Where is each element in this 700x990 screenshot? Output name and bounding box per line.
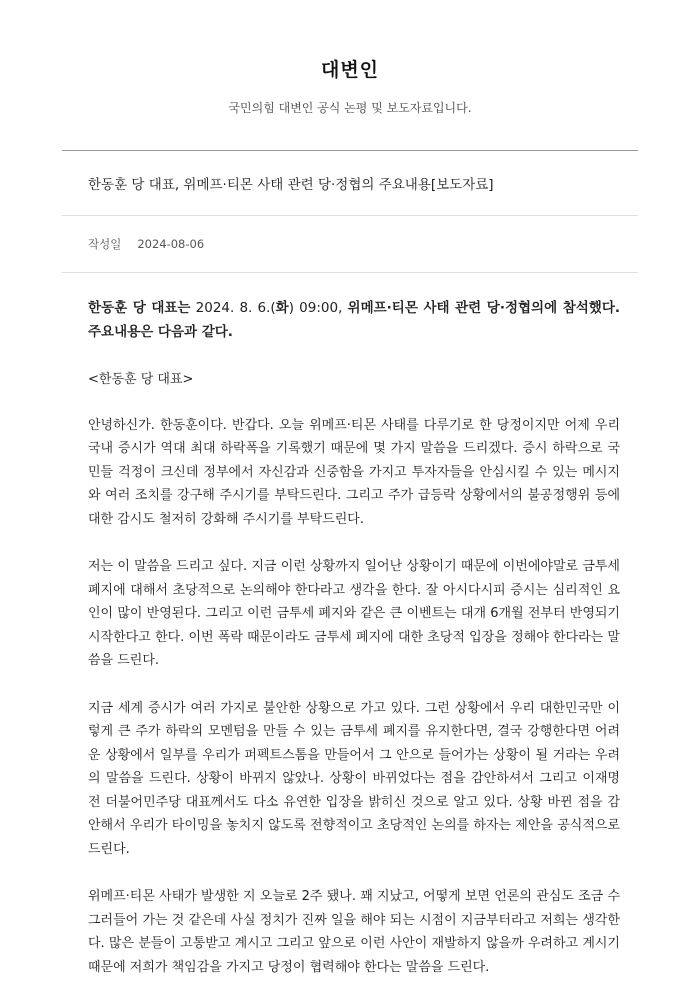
lead-normal: 2024. 8. 6.(	[190, 300, 276, 316]
body-paragraph-2: 저는 이 말씀을 드리고 싶다. 지금 이런 상황까지 일어난 상황이기 때문에 이번에야말로 금투세 폐지에 대해서 초당적으로 논의해야 한다라고 생각을 한다. 잘 아시다시피 증시는 심리적인 요인이 많이 반영된다. 그리고 이런 금투세 폐지와 같은 큰 이벤트는 대개 6개월 전부터 반영되기 시작한다고 한다. 이번 폭락 때문이라도 금투세 폐지에 대한 초당적 입장을 정해야 한다라는 말씀을 드린다.	[88, 559, 620, 668]
post-meta	[88, 236, 700, 252]
lead-paragraph	[88, 297, 620, 344]
blog-title[interactable]: 대변인	[320, 59, 380, 81]
speaker-heading: <한동훈 당 대표>	[88, 372, 194, 387]
meta-divider	[62, 272, 638, 273]
body-paragraph-1: 안녕하신가. 한동훈이다. 반갑다. 오늘 위메프·티몬 사태를 다루기로 한 당정이지만 어제 우리 국내 증시가 역대 최대 하락폭을 기록했기 때문에 몇 가지 말씀을 드리겠다. 증시 하락으로 국민들 걱정이 크신데 정부에서 자신감과 신중함을 가지고 투자자들을 안심시킬 수 있는 메시지와 여러 조치를 강구해 주시기를 부탁드린다. 그리고 주가 급등락 상황에서의 불공정행위 등에 대한 감시도 철저히 강화해 주시기를 부탁드린다.	[88, 417, 620, 527]
lead-bold-1: 한동훈 당 대표는	[88, 300, 191, 316]
header-divider	[62, 150, 638, 151]
lead-normal-2: ) 09:00,	[288, 300, 348, 316]
lead-bold-2: 화	[275, 300, 289, 316]
meta-label: 작성일	[88, 237, 122, 251]
post-title: 한동훈 당 대표, 위메프·티몬 사태 관련 당·정협의 주요내용[보도자료]	[88, 177, 494, 193]
body-paragraph-3: 지금 세계 증시가 여러 가지로 불안한 상황으로 가고 있다. 그런 상황에서 우리 대한민국만 이렇게 큰 주가 하락의 모멘텀을 만들 수 있는 금투세 폐지를 유지한다면, 결국 강행한다면 어려운 상황에서 일부를 우리가 퍼펙트스톰을 만들어서 그 안으로 들어가는 상황이 될 거라는 우려의 말씀을 드린다. 상황이 바뀌지 않았나. 상황이 바뀌었다는 점을 감안하셔서 그리고 이재명 전 더불어민주당 대표께서도 다소 유연한 입장을 밝히신 것으로 알고 있다. 상황 바뀐 점을 감안해서 우리가 타이밍을 놓치지 않도록 전향적이고 초당적인 논의를 하자는 제안을 공식적으로 드린다.	[88, 700, 620, 857]
body-paragraph-4: 위메프·티몬 사태가 발생한 지 오늘로 2주 됐나. 꽤 지났고, 어떻게 보면 언론의 관심도 조금 수그러들어 가는 것 같은데 사실 정치가 진짜 일을 해야 되는 시점이 지금부터라고 저희는 생각한다. 많은 분들이 고통받고 계시고 그리고 앞으로 이런 사안이 재발하지 않을까 우려하고 계시기 때문에 저희가 책임감을 가지고 당정이 협력해야 한다는 말씀을 드린다.	[88, 889, 620, 975]
blog-subtitle: 국민의힘 대변인 공식 논평 및 보도자료입니다.	[228, 101, 472, 115]
post-body	[88, 297, 620, 979]
blog-header	[0, 0, 700, 116]
post-date: 2024-08-06	[137, 237, 205, 251]
lead-bold-3: 위메프·티몬 사태 관련 당·정협의에 참석했다. 주요내용은 다음과 같다.	[88, 300, 620, 340]
title-divider	[62, 215, 638, 216]
